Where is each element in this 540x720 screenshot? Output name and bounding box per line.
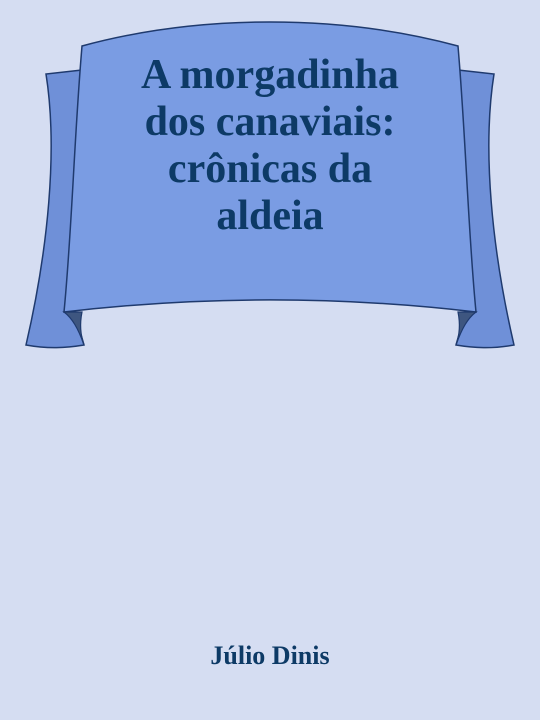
title-line-2: dos canaviais:	[144, 99, 396, 145]
title-line-4: aldeia	[216, 193, 324, 239]
title-line-3: crônicas da	[167, 146, 373, 192]
title-line-1: A morgadinha	[141, 52, 399, 98]
book-author: Júlio Dinis	[210, 641, 330, 670]
book-title	[90, 52, 450, 240]
